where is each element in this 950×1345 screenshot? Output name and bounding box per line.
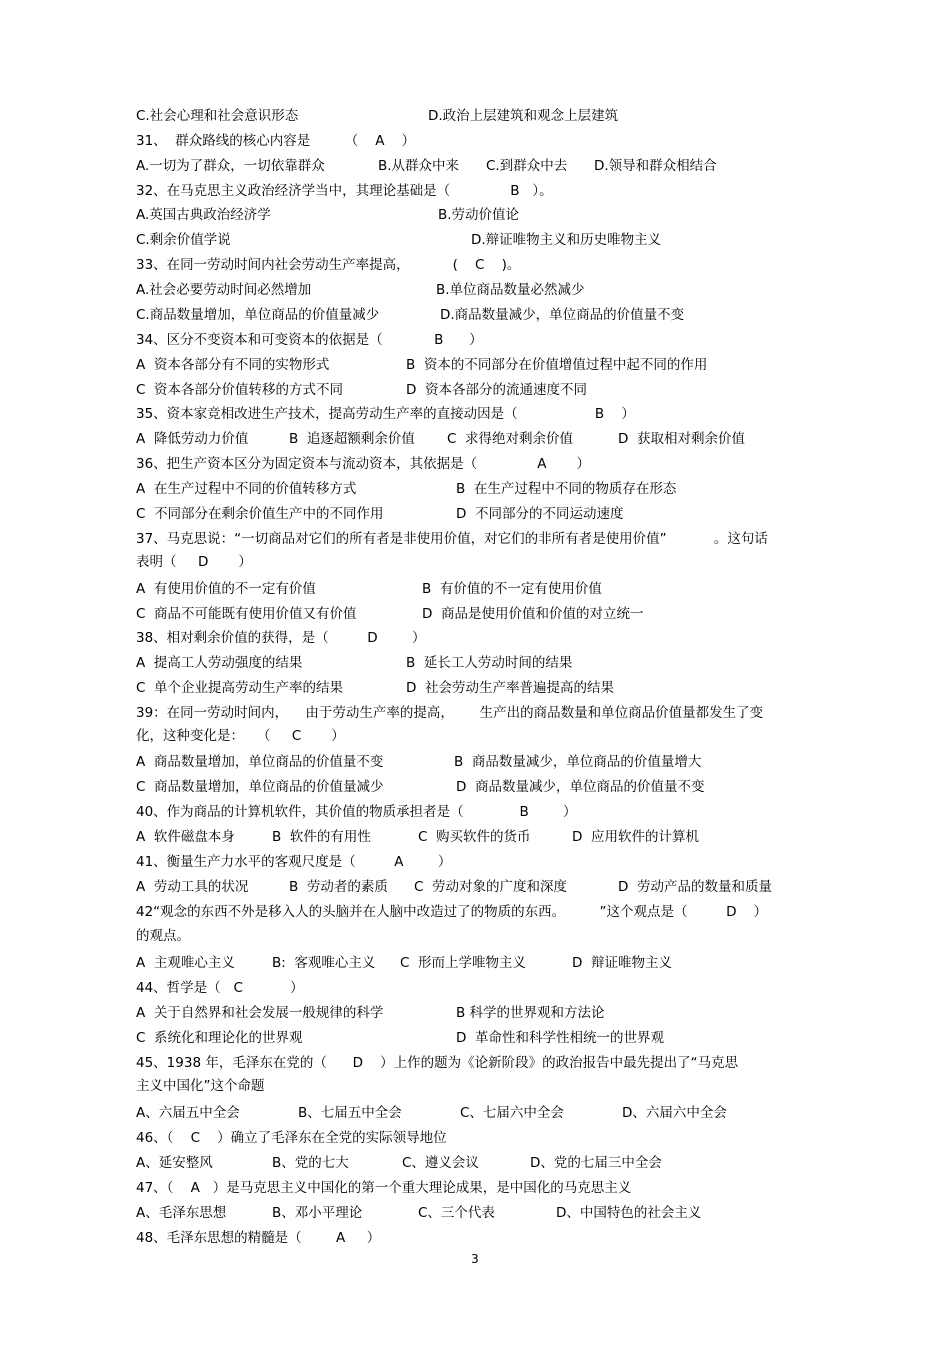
option-text: B、七届五中全会 bbox=[298, 1105, 402, 1121]
option-text: D 辩证唯物主义 bbox=[572, 955, 672, 971]
option-text: A 主观唯心主义 bbox=[136, 955, 235, 971]
option-text: B 有价值的不一定有使用价值 bbox=[422, 581, 602, 597]
option-text: D、中国特色的社会主义 bbox=[556, 1205, 702, 1221]
question-text: 34、区分不变资本和可变资本的依据是（ B ） bbox=[136, 332, 483, 348]
option-text: B.从群众中来 bbox=[378, 158, 460, 174]
option-text: A 劳动工具的状况 bbox=[136, 879, 249, 895]
question-text: 38、相对剩余价值的获得，是（ D ） bbox=[136, 630, 426, 646]
option-text: A 降低劳动力价值 bbox=[136, 431, 249, 447]
option-text: A 提高工人劳动强度的结果 bbox=[136, 655, 303, 671]
option-text: B.单位商品数量必然减少 bbox=[436, 282, 585, 298]
question-text: 39：在同一劳动时间内， 由于劳动生产率的提高， 生产出的商品数量和单位商品价值量都发生了变 bbox=[136, 705, 764, 721]
option-text: C 商品数量增加，单位商品的价值量减少 bbox=[136, 779, 384, 795]
option-text: A.英国古典政治经济学 bbox=[136, 207, 271, 223]
option-text: B、党的七大 bbox=[272, 1155, 349, 1171]
option-text: C、遵义会议 bbox=[402, 1155, 479, 1171]
option-text: A.一切为了群众，一切依靠群众 bbox=[136, 158, 325, 174]
option-text: B: 客观唯心主义 bbox=[272, 955, 376, 971]
option-text: A 有使用价值的不一定有价值 bbox=[136, 581, 316, 597]
option-text: A 软件磁盘本身 bbox=[136, 829, 235, 845]
option-text: B 商品数量减少，单位商品的价值量增大 bbox=[454, 754, 702, 770]
question-text: 表明（ D ） bbox=[136, 554, 252, 570]
option-text: B 追逐超额剩余价值 bbox=[289, 431, 415, 447]
question-text: 主义中国化”这个命题 bbox=[136, 1078, 265, 1094]
question-text: 化，这种变化是： （ C ） bbox=[136, 728, 345, 744]
option-text: D.商品数量减少，单位商品的价值量不变 bbox=[440, 307, 685, 323]
option-text: C 商品不可能既有使用价值又有价值 bbox=[136, 606, 357, 622]
option-text: A 关于自然界和社会发展一般规律的科学 bbox=[136, 1005, 384, 1021]
page-number: 3 bbox=[471, 1252, 479, 1266]
question-text: 32、在马克思主义政治经济学当中，其理论基础是（ B ）。 bbox=[136, 183, 553, 199]
option-text: C.到群众中去 bbox=[486, 158, 568, 174]
option-text: B 资本的不同部分在价值增值过程中起不同的作用 bbox=[406, 357, 708, 373]
option-text: B 软件的有用性 bbox=[272, 829, 371, 845]
option-text: D 商品是使用价值和价值的对立统一 bbox=[422, 606, 644, 622]
option-text: D 不同部分的不同运动速度 bbox=[456, 506, 624, 522]
question-text: 44、哲学是（ C ） bbox=[136, 980, 304, 996]
question-text: 37、马克思说：“一切商品对它们的所有者是非使用价值，对它们的非所有者是使用价值” 。这句话 bbox=[136, 531, 768, 547]
option-text: C、三个代表 bbox=[418, 1205, 495, 1221]
question-text: 48、毛泽东思想的精髓是（ A ） bbox=[136, 1230, 381, 1246]
option-text: C 系统化和理论化的世界观 bbox=[136, 1030, 303, 1046]
option-text: C 求得绝对剩余价值 bbox=[447, 431, 574, 447]
option-text: A.社会必要劳动时间必然增加 bbox=[136, 282, 312, 298]
question-text: 33、在同一劳动时间内社会劳动生产率提高， ( C )。 bbox=[136, 257, 521, 273]
option-text: A 商品数量增加，单位商品的价值量不变 bbox=[136, 754, 384, 770]
option-text: C 购买软件的货币 bbox=[418, 829, 531, 845]
option-text: D.领导和群众相结合 bbox=[594, 158, 717, 174]
option-text: C.剩余价值学说 bbox=[136, 232, 231, 248]
question-text: 31、 群众路线的核心内容是 （ A ） bbox=[136, 133, 416, 149]
question-text: 41、衡量生产力水平的客观尺度是（ A ） bbox=[136, 854, 452, 870]
question-text: 35、资本家竞相改进生产技术，提高劳动生产率的直接动因是（ B ） bbox=[136, 406, 635, 422]
option-text: A、六届五中全会 bbox=[136, 1105, 240, 1121]
option-text: B 在生产过程中不同的物质存在形态 bbox=[456, 481, 677, 497]
question-text: 36、把生产资本区分为固定资本与流动资本，其依据是（ A ） bbox=[136, 456, 591, 472]
option-text: D 劳动产品的数量和质量 bbox=[618, 879, 772, 895]
option-text: C 劳动对象的广度和深度 bbox=[414, 879, 568, 895]
option-text: D.辩证唯物主义和历史唯物主义 bbox=[471, 232, 662, 248]
option-text: C 单个企业提高劳动生产率的结果 bbox=[136, 680, 344, 696]
option-text: D.政治上层建筑和观念上层建筑 bbox=[428, 108, 619, 124]
option-text: C 形而上学唯物主义 bbox=[400, 955, 527, 971]
option-text: D、六届六中全会 bbox=[622, 1105, 727, 1121]
option-text: B、邓小平理论 bbox=[272, 1205, 363, 1221]
question-text: 40、作为商品的计算机软件，其价值的物质承担者是（ B ） bbox=[136, 804, 577, 820]
option-text: D 革命性和科学性相统一的世界观 bbox=[456, 1030, 664, 1046]
question-text: 42“观念的东西不外是移入人的头脑并在人脑中改造过了的物质的东西。 ”这个观点是（ D ） bbox=[136, 904, 768, 920]
option-text: C 资本各部分价值转移的方式不同 bbox=[136, 382, 344, 398]
option-text: C.商品数量增加，单位商品的价值量减少 bbox=[136, 307, 380, 323]
question-text: 45、1938 年，毛泽东在党的（ D ）上作的题为《论新阶段》的政治报告中最先提出了“马克思 bbox=[136, 1055, 739, 1071]
option-text: D 商品数量减少，单位商品的价值量不变 bbox=[456, 779, 705, 795]
option-text: B.劳动价值论 bbox=[438, 207, 520, 223]
option-text: D 应用软件的计算机 bbox=[572, 829, 699, 845]
option-text: A 在生产过程中不同的价值转移方式 bbox=[136, 481, 357, 497]
option-text: B 科学的世界观和方法论 bbox=[456, 1005, 605, 1021]
question-text: 46、（ C ）确立了毛泽东在全党的实际领导地位 bbox=[136, 1130, 447, 1146]
option-text: D 获取相对剩余价值 bbox=[618, 431, 745, 447]
option-text: C.社会心理和社会意识形态 bbox=[136, 108, 299, 124]
option-text: A、毛泽东思想 bbox=[136, 1205, 227, 1221]
question-text: 的观点。 bbox=[136, 928, 190, 944]
option-text: D 社会劳动生产率普遍提高的结果 bbox=[406, 680, 614, 696]
option-text: D、党的七届三中全会 bbox=[530, 1155, 662, 1171]
question-text: 47、（ A ）是马克思主义中国化的第一个重大理论成果，是中国化的马克思主义 bbox=[136, 1180, 632, 1196]
option-text: C 不同部分在剩余价值生产中的不同作用 bbox=[136, 506, 384, 522]
option-text: B 劳动者的素质 bbox=[289, 879, 388, 895]
option-text: A、延安整风 bbox=[136, 1155, 213, 1171]
option-text: D 资本各部分的流通速度不同 bbox=[406, 382, 587, 398]
option-text: A 资本各部分有不同的实物形式 bbox=[136, 357, 330, 373]
option-text: C、七届六中全会 bbox=[460, 1105, 564, 1121]
option-text: B 延长工人劳动时间的结果 bbox=[406, 655, 573, 671]
